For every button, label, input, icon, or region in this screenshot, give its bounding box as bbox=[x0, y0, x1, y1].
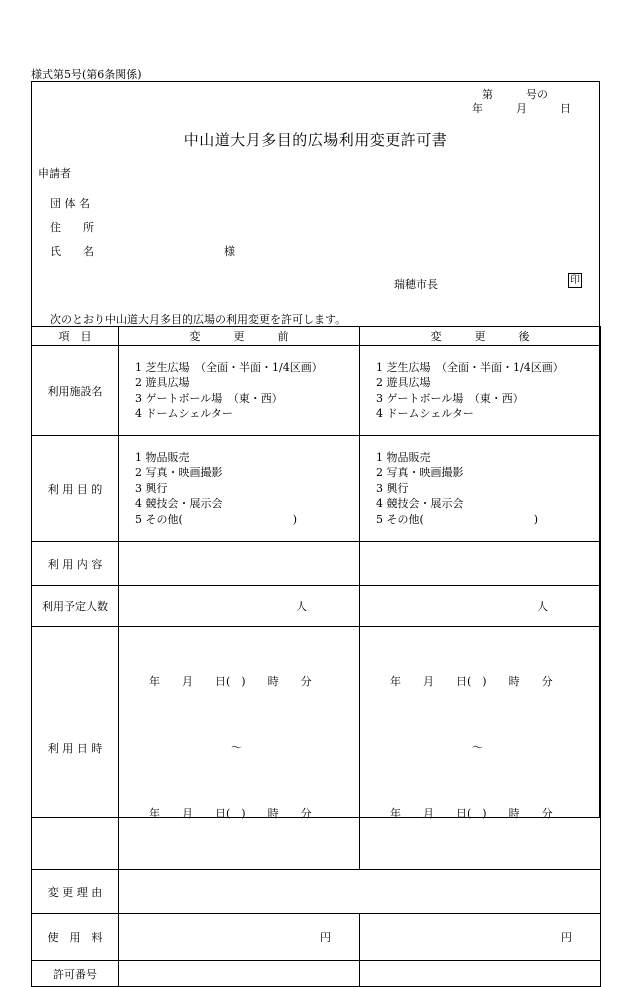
facility-row bbox=[32, 346, 601, 436]
purpose-option: 2 写真・映画撮影 bbox=[135, 466, 223, 480]
purpose-before[interactable] bbox=[119, 436, 360, 542]
permit-number-after[interactable] bbox=[360, 961, 601, 987]
issue-date: 年 月 日 bbox=[472, 102, 571, 115]
facility-label: 利用施設名 bbox=[32, 346, 119, 436]
purpose-option: 4 競技会・展示会 bbox=[135, 497, 223, 511]
name-label: 氏 名 bbox=[50, 245, 94, 258]
purpose-option: 4 競技会・展示会 bbox=[376, 497, 464, 511]
facility-before[interactable] bbox=[119, 346, 360, 436]
form-header bbox=[32, 82, 599, 326]
honorific: 様 bbox=[224, 245, 235, 258]
purpose-option: 2 写真・映画撮影 bbox=[376, 466, 464, 480]
fee-row bbox=[32, 914, 601, 961]
purpose-option: 5 その他( ) bbox=[376, 512, 539, 526]
datetime-tilde: 〜 bbox=[472, 741, 483, 754]
purpose-option: 5 その他( ) bbox=[135, 512, 298, 526]
purpose-after[interactable] bbox=[360, 436, 601, 542]
fee-unit: 円 bbox=[561, 931, 572, 944]
fee-after[interactable] bbox=[360, 914, 601, 961]
permit-statement: 次のとおり中山道大月多目的広場の利用変更を許可します。 bbox=[50, 313, 347, 326]
table-header-row bbox=[32, 327, 601, 346]
content-label: 利 用 内 容 bbox=[32, 542, 119, 586]
change-table bbox=[31, 326, 601, 987]
facility-after[interactable] bbox=[360, 346, 601, 436]
content-row bbox=[32, 542, 601, 586]
facility-option: 4 ドームシェルター bbox=[135, 407, 233, 420]
reason-row bbox=[32, 870, 601, 914]
facility-option: 2 遊具広場 bbox=[376, 376, 431, 389]
datetime-before[interactable] bbox=[119, 627, 360, 870]
datetime-end: 年 月 日( ) 時 分 bbox=[149, 807, 312, 820]
col-after-header: 変 更 後 bbox=[360, 327, 601, 346]
fee-unit: 円 bbox=[320, 931, 331, 944]
purpose-label: 利 用 目 的 bbox=[32, 436, 119, 542]
people-after[interactable] bbox=[360, 586, 601, 627]
datetime-start: 年 月 日( ) 時 分 bbox=[149, 675, 312, 688]
people-unit: 人 bbox=[537, 600, 548, 613]
people-unit: 人 bbox=[296, 600, 307, 613]
datetime-after[interactable] bbox=[360, 627, 601, 870]
facility-option: 2 遊具広場 bbox=[135, 376, 190, 389]
address-label: 住 所 bbox=[50, 221, 94, 234]
seal-mark: 印 bbox=[570, 275, 580, 286]
permit-form bbox=[31, 81, 600, 981]
facility-option: 4 ドームシェルター bbox=[376, 407, 474, 420]
reason-value[interactable] bbox=[119, 870, 601, 914]
fee-label: 使 用 料 bbox=[32, 914, 119, 961]
group-name-label: 団 体 名 bbox=[50, 197, 90, 210]
content-after[interactable] bbox=[360, 542, 601, 586]
datetime-label: 利 用 日 時 bbox=[32, 627, 119, 870]
col-item-header: 項 目 bbox=[32, 327, 119, 346]
issuer-title: 瑞穂市長 bbox=[394, 278, 438, 291]
document-number: 第 号の bbox=[482, 88, 548, 101]
applicant-heading: 申請者 bbox=[38, 167, 71, 180]
facility-option: 3 ゲートボール場 （東・西） bbox=[135, 391, 283, 405]
facility-option: 3 ゲートボール場 （東・西） bbox=[376, 391, 524, 405]
purpose-option: 1 物品販売 bbox=[376, 450, 431, 464]
purpose-option: 3 興行 bbox=[135, 481, 168, 495]
datetime-row bbox=[32, 627, 601, 870]
facility-option: 1 芝生広場 （全面・半面・1/4区画） bbox=[376, 360, 564, 374]
permit-number-label: 許可番号 bbox=[32, 961, 119, 987]
col-before-header: 変 更 前 bbox=[119, 327, 360, 346]
purpose-option: 1 物品販売 bbox=[135, 450, 190, 464]
fee-before[interactable] bbox=[119, 914, 360, 961]
people-label: 利用予定人数 bbox=[32, 586, 119, 627]
purpose-row bbox=[32, 436, 601, 542]
purpose-option: 3 興行 bbox=[376, 481, 409, 495]
document-title: 中山道大月多目的広場利用変更許可書 bbox=[183, 131, 448, 149]
people-before[interactable] bbox=[119, 586, 360, 627]
reason-label: 変 更 理 由 bbox=[32, 870, 119, 914]
datetime-start: 年 月 日( ) 時 分 bbox=[390, 675, 553, 688]
permit-row bbox=[32, 961, 601, 987]
datetime-end: 年 月 日( ) 時 分 bbox=[390, 807, 553, 820]
datetime-tilde: 〜 bbox=[231, 741, 242, 754]
facility-option: 1 芝生広場 （全面・半面・1/4区画） bbox=[135, 360, 323, 374]
form-number: 様式第5号(第6条関係) bbox=[31, 68, 142, 81]
permit-number-before[interactable] bbox=[119, 961, 360, 987]
content-before[interactable] bbox=[119, 542, 360, 586]
people-row bbox=[32, 586, 601, 627]
